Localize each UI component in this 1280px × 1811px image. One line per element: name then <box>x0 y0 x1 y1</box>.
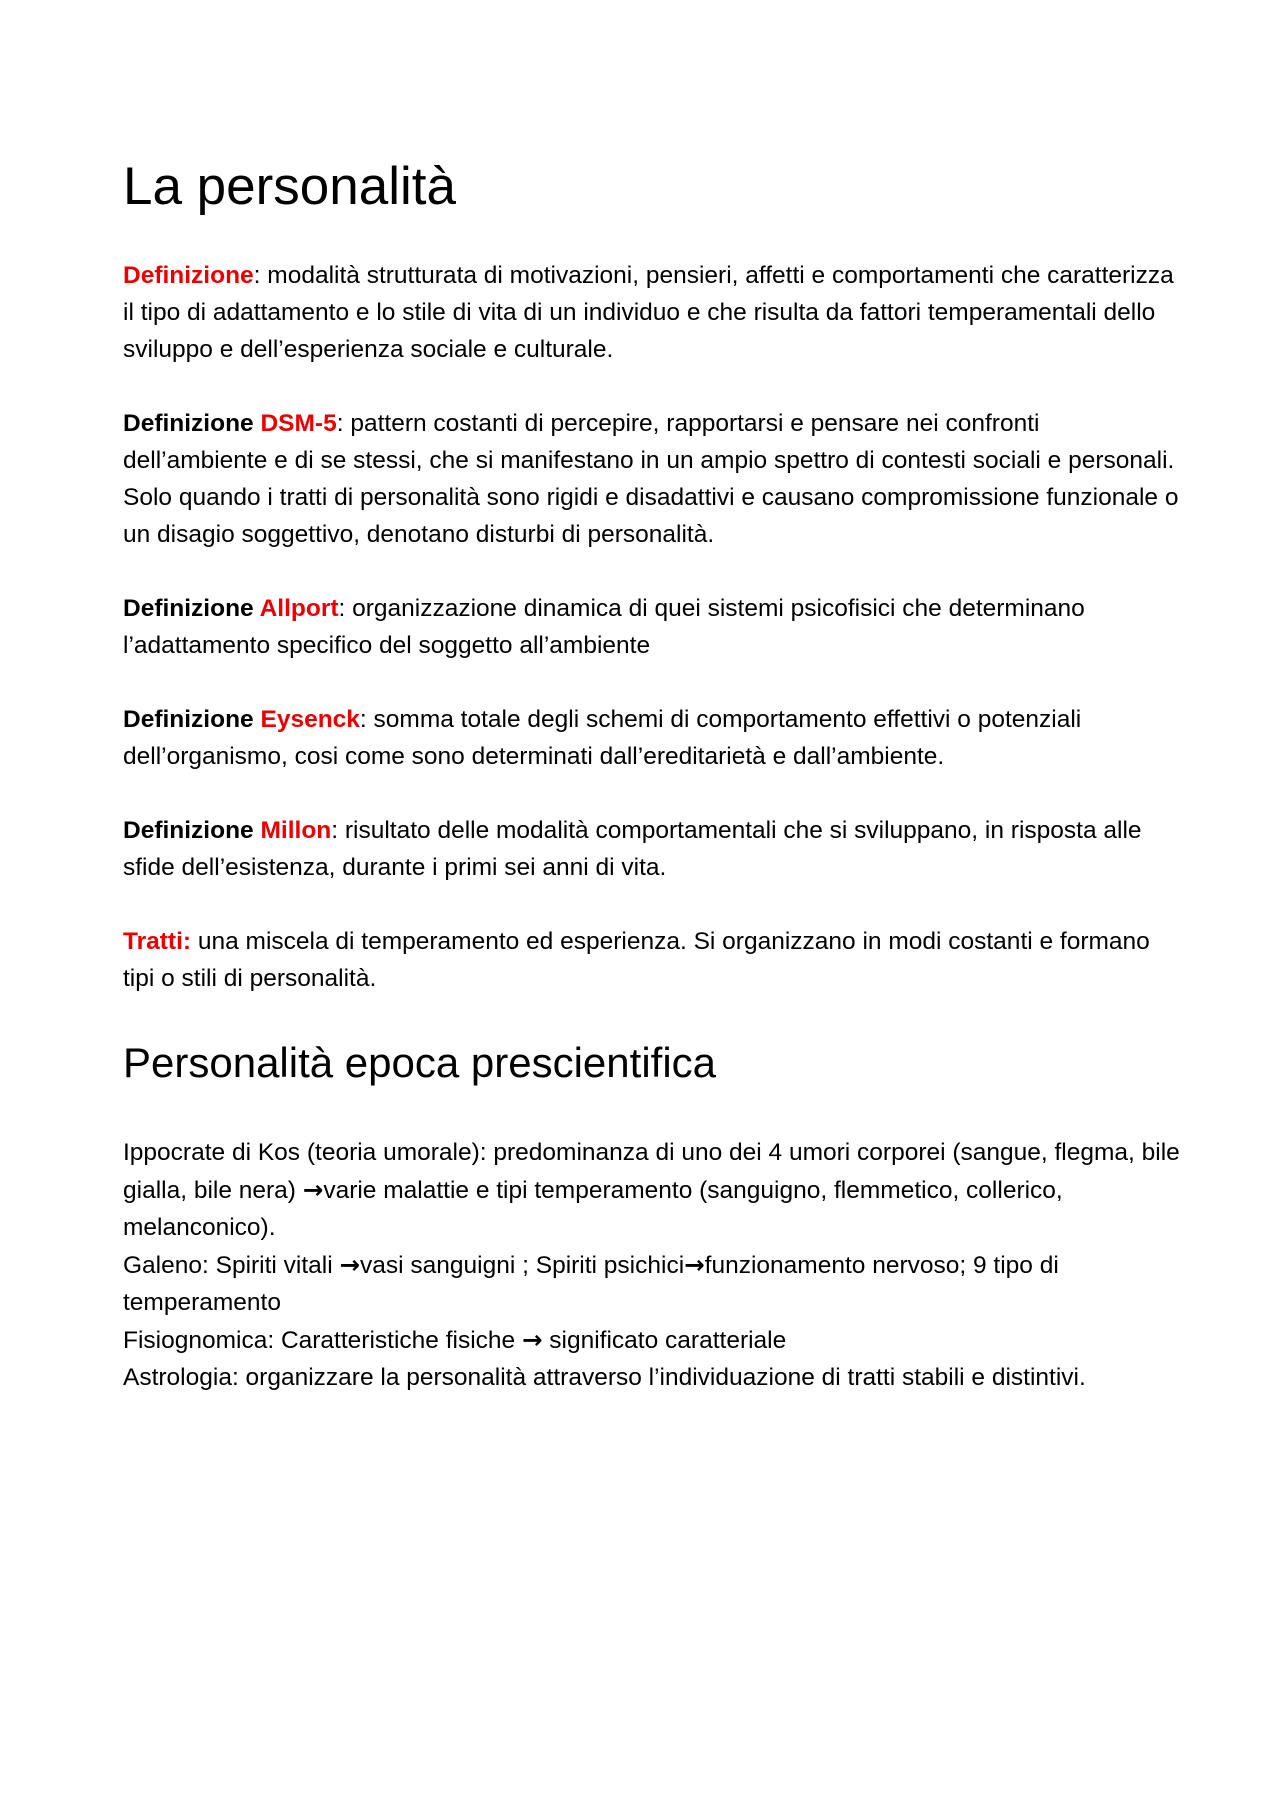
ippocrate-text-b: varie malattie e tipi temperamento (sanguigno, flemmetico, collerico, melanconico). <box>123 1177 1063 1241</box>
section-heading: Personalità epoca prescientifica <box>123 1039 717 1086</box>
arrow-right-icon: → <box>302 1175 324 1204</box>
arrow-right-icon: → <box>684 1250 705 1279</box>
definition-text: : organizzazione dinamica di quei sistemi psicofisici che determinano l’adattamento specifico del soggetto all’ambiente <box>123 595 1085 659</box>
arrow-right-icon: → <box>521 1325 543 1354</box>
galeno-text-a: Galeno: Spiriti vitali <box>123 1252 340 1279</box>
definition-dsm5 <box>123 405 1183 553</box>
definition-eysenck <box>123 701 1183 775</box>
definition-text: una miscela di temperamento ed esperienza. Si organizzano in modi costanti e formano tipi o stili di personalità. <box>123 928 1150 992</box>
definition-prefix: Definizione <box>123 817 261 844</box>
definition-text: : modalità strutturata di motivazioni, pensieri, affetti e comportamenti che caratterizza il tipo di adattamento e lo stile di vita di un individuo e che risulta da fattori temperamentali dello sviluppo e dell’esperienza sociale e culturale. <box>123 262 1174 363</box>
galeno-text-b: vasi sanguigni ; Spiriti psichici <box>360 1252 685 1279</box>
definition-prefix: Definizione <box>123 706 261 733</box>
definition-text: : risultato delle modalità comportamentali che si sviluppano, in risposta alle sfide dell’esistenza, durante i primi sei anni di vita. <box>123 817 1142 881</box>
definition-allport <box>123 590 1183 664</box>
definition-general <box>123 257 1183 368</box>
page-title: La personalità <box>123 157 456 216</box>
definition-tratti <box>123 923 1183 997</box>
definition-prefix: Definizione <box>123 595 260 622</box>
definition-term: Eysenck <box>260 706 360 733</box>
fisiognomica-text-b: significato caratteriale <box>542 1327 787 1354</box>
definition-term: DSM-5 <box>260 410 337 437</box>
galeno-paragraph <box>123 1246 1183 1321</box>
prescientific-list <box>123 1134 1183 1396</box>
definition-millon <box>123 812 1183 886</box>
definition-term: Millon <box>260 817 332 844</box>
ippocrate-paragraph <box>123 1134 1183 1246</box>
definition-text: : pattern costanti di percepire, rapportarsi e pensare nei confronti dell’ambiente e di se stessi, che si manifestano in un ampio spettro di contesti sociali e personali. Solo quando i tratti di personalità sono rigidi e disadattivi e causano compromissione funzionale o un disagio soggettivo, denotano disturbi di personalità. <box>123 410 1179 548</box>
arrow-right-icon: → <box>339 1250 361 1279</box>
document-page <box>123 155 1183 1396</box>
galeno-text-c: funzionamento nervoso; 9 tipo di temperamento <box>123 1252 1059 1316</box>
definition-prefix: Definizione <box>123 410 261 437</box>
definition-term: Allport <box>259 595 339 622</box>
definition-term: Tratti: <box>123 928 192 955</box>
fisiognomica-text-a: Fisiognomica: Caratteristiche fisiche <box>123 1327 522 1354</box>
astrologia-paragraph: Astrologia: organizzare la personalità attraverso l’individuazione di tratti stabili e distintivi. <box>123 1364 1086 1391</box>
ippocrate-text-a: Ippocrate di Kos (teoria umorale): predominanza di uno dei 4 umori corporei (sangue, flegma, bile gialla, bile nera) <box>123 1139 1180 1204</box>
fisiognomica-paragraph <box>123 1321 1183 1359</box>
definition-term: Definizione <box>123 262 254 289</box>
definition-text: : somma totale degli schemi di comportamento effettivi o potenziali dell’organismo, cosi come sono determinati dall’ereditarietà e dall’ambiente. <box>123 706 1082 770</box>
